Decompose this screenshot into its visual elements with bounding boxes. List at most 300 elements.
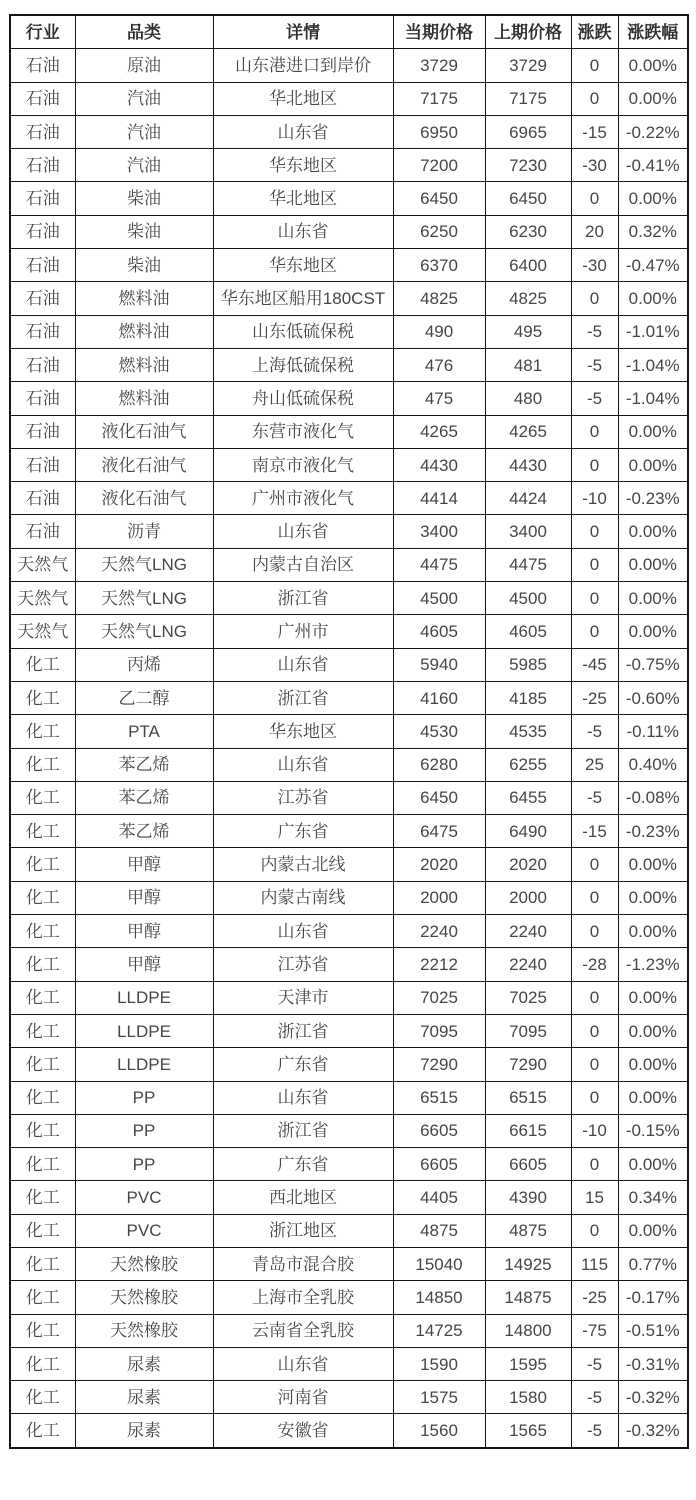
cell-previous-price: 7230 <box>485 149 571 182</box>
table-row <box>10 615 688 648</box>
cell-change-pct: -0.15% <box>618 1114 688 1147</box>
cell-change-pct: -0.41% <box>618 149 688 182</box>
cell-category: 汽油 <box>75 149 213 182</box>
cell-current-price: 1590 <box>393 1347 485 1380</box>
cell-industry: 石油 <box>10 515 75 548</box>
cell-industry: 化工 <box>10 1214 75 1247</box>
cell-detail: 山东低硫保税 <box>213 315 393 348</box>
cell-detail: 华东地区 <box>213 249 393 282</box>
cell-previous-price: 480 <box>485 382 571 415</box>
cell-current-price: 2240 <box>393 915 485 948</box>
cell-change: -30 <box>571 249 618 282</box>
cell-category: 汽油 <box>75 82 213 115</box>
cell-industry: 化工 <box>10 1014 75 1047</box>
cell-category: LLDPE <box>75 1048 213 1081</box>
cell-change: 0 <box>571 1014 618 1047</box>
table-row <box>10 848 688 881</box>
cell-industry: 天然气 <box>10 615 75 648</box>
cell-category: 丙烯 <box>75 648 213 681</box>
cell-previous-price: 6455 <box>485 781 571 814</box>
cell-industry: 石油 <box>10 215 75 248</box>
cell-change: -5 <box>571 1347 618 1380</box>
cell-change: 0 <box>571 515 618 548</box>
cell-detail: 内蒙古自治区 <box>213 548 393 581</box>
cell-current-price: 4405 <box>393 1181 485 1214</box>
cell-change: 0 <box>571 415 618 448</box>
cell-current-price: 4875 <box>393 1214 485 1247</box>
cell-previous-price: 6400 <box>485 249 571 282</box>
cell-current-price: 7095 <box>393 1014 485 1047</box>
cell-change-pct: 0.00% <box>618 915 688 948</box>
cell-detail: 浙江地区 <box>213 1214 393 1247</box>
cell-industry: 石油 <box>10 315 75 348</box>
table-row <box>10 881 688 914</box>
cell-industry: 化工 <box>10 881 75 914</box>
cell-change-pct: 0.00% <box>618 448 688 481</box>
cell-detail: 江苏省 <box>213 948 393 981</box>
cell-previous-price: 6515 <box>485 1081 571 1114</box>
cell-detail: 内蒙古北线 <box>213 848 393 881</box>
cell-category: 燃料油 <box>75 348 213 381</box>
table-row <box>10 948 688 981</box>
cell-industry: 化工 <box>10 915 75 948</box>
cell-detail: 上海市全乳胶 <box>213 1281 393 1314</box>
cell-previous-price: 2000 <box>485 881 571 914</box>
cell-current-price: 4160 <box>393 681 485 714</box>
table-row <box>10 315 688 348</box>
cell-change-pct: -0.47% <box>618 249 688 282</box>
cell-previous-price: 7290 <box>485 1048 571 1081</box>
cell-category: 燃料油 <box>75 315 213 348</box>
cell-previous-price: 6615 <box>485 1114 571 1147</box>
cell-previous-price: 2240 <box>485 948 571 981</box>
cell-current-price: 4530 <box>393 715 485 748</box>
cell-category: 甲醇 <box>75 948 213 981</box>
cell-previous-price: 495 <box>485 315 571 348</box>
cell-detail: 东营市液化气 <box>213 415 393 448</box>
cell-category: 原油 <box>75 49 213 82</box>
table-row <box>10 582 688 615</box>
header-cell-current-price: 当期价格 <box>393 15 485 49</box>
cell-change: 20 <box>571 215 618 248</box>
cell-previous-price: 4500 <box>485 582 571 615</box>
cell-current-price: 6450 <box>393 182 485 215</box>
cell-change: 0 <box>571 282 618 315</box>
cell-change-pct: 0.00% <box>618 82 688 115</box>
cell-category: 尿素 <box>75 1347 213 1380</box>
cell-current-price: 6450 <box>393 781 485 814</box>
cell-current-price: 4430 <box>393 448 485 481</box>
table-row <box>10 1214 688 1247</box>
cell-change: -15 <box>571 115 618 148</box>
table-row <box>10 681 688 714</box>
cell-category: 柴油 <box>75 215 213 248</box>
cell-industry: 化工 <box>10 1081 75 1114</box>
cell-industry: 天然气 <box>10 582 75 615</box>
cell-previous-price: 7175 <box>485 82 571 115</box>
table-row <box>10 415 688 448</box>
table-row <box>10 49 688 82</box>
cell-previous-price: 4825 <box>485 282 571 315</box>
cell-category: PVC <box>75 1181 213 1214</box>
cell-industry: 化工 <box>10 1347 75 1380</box>
cell-change-pct: -0.32% <box>618 1381 688 1414</box>
cell-detail: 华东地区 <box>213 715 393 748</box>
cell-detail: 华北地区 <box>213 182 393 215</box>
cell-previous-price: 14800 <box>485 1314 571 1347</box>
cell-category: 尿素 <box>75 1381 213 1414</box>
cell-current-price: 4605 <box>393 615 485 648</box>
cell-previous-price: 4535 <box>485 715 571 748</box>
cell-category: 天然橡胶 <box>75 1247 213 1280</box>
cell-category: LLDPE <box>75 1014 213 1047</box>
cell-category: 甲醇 <box>75 848 213 881</box>
cell-change: 0 <box>571 49 618 82</box>
cell-current-price: 2020 <box>393 848 485 881</box>
table-row <box>10 448 688 481</box>
cell-previous-price: 14875 <box>485 1281 571 1314</box>
table-row <box>10 548 688 581</box>
cell-change-pct: 0.00% <box>618 582 688 615</box>
cell-industry: 石油 <box>10 115 75 148</box>
table-row <box>10 781 688 814</box>
cell-previous-price: 4475 <box>485 548 571 581</box>
table-row <box>10 482 688 515</box>
cell-industry: 石油 <box>10 82 75 115</box>
cell-change: -45 <box>571 648 618 681</box>
cell-detail: 广东省 <box>213 815 393 848</box>
cell-change-pct: 0.00% <box>618 848 688 881</box>
cell-category: 天然气LNG <box>75 548 213 581</box>
cell-detail: 广东省 <box>213 1048 393 1081</box>
cell-category: 乙二醇 <box>75 681 213 714</box>
cell-change: -5 <box>571 781 618 814</box>
cell-industry: 化工 <box>10 1148 75 1181</box>
cell-previous-price: 6605 <box>485 1148 571 1181</box>
cell-category: 柴油 <box>75 182 213 215</box>
table-header-row <box>10 15 688 49</box>
cell-change-pct: -0.75% <box>618 648 688 681</box>
cell-change: 0 <box>571 915 618 948</box>
cell-previous-price: 1580 <box>485 1381 571 1414</box>
cell-change-pct: 0.00% <box>618 1214 688 1247</box>
cell-detail: 山东港进口到岸价 <box>213 49 393 82</box>
table-row <box>10 648 688 681</box>
cell-industry: 石油 <box>10 415 75 448</box>
cell-change: -25 <box>571 1281 618 1314</box>
cell-current-price: 5940 <box>393 648 485 681</box>
cell-current-price: 6475 <box>393 815 485 848</box>
cell-detail: 华东地区船用180CST <box>213 282 393 315</box>
cell-industry: 化工 <box>10 681 75 714</box>
cell-previous-price: 3400 <box>485 515 571 548</box>
cell-detail: 天津市 <box>213 981 393 1014</box>
cell-industry: 化工 <box>10 715 75 748</box>
cell-detail: 河南省 <box>213 1381 393 1414</box>
table-row <box>10 1081 688 1114</box>
cell-current-price: 6950 <box>393 115 485 148</box>
cell-current-price: 6250 <box>393 215 485 248</box>
cell-change-pct: 0.00% <box>618 415 688 448</box>
cell-change-pct: 0.00% <box>618 49 688 82</box>
table-row <box>10 815 688 848</box>
cell-current-price: 2000 <box>393 881 485 914</box>
cell-change-pct: -1.04% <box>618 382 688 415</box>
cell-category: 柴油 <box>75 249 213 282</box>
cell-current-price: 476 <box>393 348 485 381</box>
cell-change-pct: 0.77% <box>618 1247 688 1280</box>
cell-current-price: 1560 <box>393 1414 485 1448</box>
cell-previous-price: 6450 <box>485 182 571 215</box>
cell-category: 苯乙烯 <box>75 748 213 781</box>
cell-category: 天然气LNG <box>75 582 213 615</box>
cell-previous-price: 4605 <box>485 615 571 648</box>
cell-detail: 山东省 <box>213 1347 393 1380</box>
table-row <box>10 915 688 948</box>
cell-previous-price: 4424 <box>485 482 571 515</box>
cell-change-pct: -0.17% <box>618 1281 688 1314</box>
cell-change-pct: -0.11% <box>618 715 688 748</box>
cell-previous-price: 7025 <box>485 981 571 1014</box>
cell-previous-price: 4185 <box>485 681 571 714</box>
cell-category: 尿素 <box>75 1414 213 1448</box>
cell-industry: 化工 <box>10 1281 75 1314</box>
cell-current-price: 15040 <box>393 1247 485 1280</box>
cell-detail: 山东省 <box>213 215 393 248</box>
cell-previous-price: 6230 <box>485 215 571 248</box>
cell-category: PP <box>75 1114 213 1147</box>
table-row <box>10 115 688 148</box>
cell-industry: 天然气 <box>10 548 75 581</box>
cell-detail: 青岛市混合胶 <box>213 1247 393 1280</box>
cell-previous-price: 4875 <box>485 1214 571 1247</box>
cell-industry: 石油 <box>10 182 75 215</box>
header-cell-previous-price: 上期价格 <box>485 15 571 49</box>
cell-change: -10 <box>571 1114 618 1147</box>
cell-current-price: 7175 <box>393 82 485 115</box>
cell-current-price: 7025 <box>393 981 485 1014</box>
cell-industry: 石油 <box>10 482 75 515</box>
cell-current-price: 6605 <box>393 1114 485 1147</box>
table-row <box>10 82 688 115</box>
cell-category: 燃料油 <box>75 382 213 415</box>
cell-category: PTA <box>75 715 213 748</box>
cell-change: 0 <box>571 448 618 481</box>
cell-category: PP <box>75 1148 213 1181</box>
cell-change: 0 <box>571 881 618 914</box>
table-row <box>10 1414 688 1448</box>
table-body <box>10 49 688 1448</box>
cell-previous-price: 2020 <box>485 848 571 881</box>
cell-industry: 石油 <box>10 249 75 282</box>
cell-detail: 安徽省 <box>213 1414 393 1448</box>
cell-current-price: 4414 <box>393 482 485 515</box>
cell-detail: 西北地区 <box>213 1181 393 1214</box>
cell-change: 0 <box>571 82 618 115</box>
cell-change: -10 <box>571 482 618 515</box>
table-row <box>10 748 688 781</box>
cell-change-pct: 0.00% <box>618 1048 688 1081</box>
cell-change-pct: 0.00% <box>618 182 688 215</box>
cell-previous-price: 6490 <box>485 815 571 848</box>
cell-change-pct: 0.00% <box>618 515 688 548</box>
cell-change: 0 <box>571 848 618 881</box>
table-row <box>10 1181 688 1214</box>
cell-change: -5 <box>571 1414 618 1448</box>
table-row <box>10 715 688 748</box>
cell-category: 天然气LNG <box>75 615 213 648</box>
cell-industry: 化工 <box>10 1114 75 1147</box>
cell-previous-price: 1595 <box>485 1347 571 1380</box>
cell-change: -75 <box>571 1314 618 1347</box>
cell-current-price: 2212 <box>393 948 485 981</box>
cell-previous-price: 1565 <box>485 1414 571 1448</box>
cell-industry: 化工 <box>10 1247 75 1280</box>
cell-change: 0 <box>571 615 618 648</box>
table-row <box>10 1114 688 1147</box>
cell-change: 0 <box>571 182 618 215</box>
table-row <box>10 1014 688 1047</box>
cell-change: 0 <box>571 981 618 1014</box>
cell-change: -5 <box>571 315 618 348</box>
cell-detail: 江苏省 <box>213 781 393 814</box>
cell-detail: 云南省全乳胶 <box>213 1314 393 1347</box>
cell-detail: 山东省 <box>213 748 393 781</box>
cell-change-pct: 0.00% <box>618 981 688 1014</box>
cell-category: 苯乙烯 <box>75 781 213 814</box>
cell-current-price: 6280 <box>393 748 485 781</box>
cell-detail: 山东省 <box>213 115 393 148</box>
cell-current-price: 4500 <box>393 582 485 615</box>
header-cell-detail: 详情 <box>213 15 393 49</box>
cell-change-pct: -0.23% <box>618 815 688 848</box>
cell-detail: 内蒙古南线 <box>213 881 393 914</box>
header-cell-industry: 行业 <box>10 15 75 49</box>
table-row <box>10 1048 688 1081</box>
table-row <box>10 515 688 548</box>
cell-change: 0 <box>571 1148 618 1181</box>
cell-detail: 山东省 <box>213 648 393 681</box>
cell-current-price: 6515 <box>393 1081 485 1114</box>
cell-detail: 山东省 <box>213 1081 393 1114</box>
cell-category: PP <box>75 1081 213 1114</box>
cell-change: 25 <box>571 748 618 781</box>
cell-change: 0 <box>571 1214 618 1247</box>
table-row <box>10 1314 688 1347</box>
cell-previous-price: 481 <box>485 348 571 381</box>
header-cell-change-pct: 涨跌幅 <box>618 15 688 49</box>
cell-change: 115 <box>571 1247 618 1280</box>
cell-current-price: 4475 <box>393 548 485 581</box>
cell-detail: 南京市液化气 <box>213 448 393 481</box>
cell-change-pct: 0.00% <box>618 548 688 581</box>
cell-industry: 化工 <box>10 1048 75 1081</box>
table-row <box>10 1281 688 1314</box>
cell-change: -25 <box>571 681 618 714</box>
cell-detail: 浙江省 <box>213 1114 393 1147</box>
table-row <box>10 1247 688 1280</box>
cell-industry: 化工 <box>10 1314 75 1347</box>
cell-current-price: 6605 <box>393 1148 485 1181</box>
table-row <box>10 1148 688 1181</box>
cell-current-price: 7290 <box>393 1048 485 1081</box>
cell-change-pct: 0.00% <box>618 1148 688 1181</box>
cell-category: 甲醇 <box>75 881 213 914</box>
cell-industry: 化工 <box>10 848 75 881</box>
cell-change-pct: 0.40% <box>618 748 688 781</box>
cell-detail: 上海低硫保税 <box>213 348 393 381</box>
cell-previous-price: 6965 <box>485 115 571 148</box>
cell-current-price: 14850 <box>393 1281 485 1314</box>
commodity-price-table <box>9 14 689 1449</box>
cell-previous-price: 4430 <box>485 448 571 481</box>
table-row <box>10 1381 688 1414</box>
cell-change: -5 <box>571 1381 618 1414</box>
table-row <box>10 382 688 415</box>
cell-detail: 华东地区 <box>213 149 393 182</box>
cell-previous-price: 6255 <box>485 748 571 781</box>
cell-change: -5 <box>571 382 618 415</box>
cell-industry: 石油 <box>10 448 75 481</box>
cell-change-pct: -0.32% <box>618 1414 688 1448</box>
cell-change-pct: -0.31% <box>618 1347 688 1380</box>
cell-category: 液化石油气 <box>75 482 213 515</box>
cell-current-price: 7200 <box>393 149 485 182</box>
cell-category: 沥青 <box>75 515 213 548</box>
cell-change: 15 <box>571 1181 618 1214</box>
cell-industry: 石油 <box>10 348 75 381</box>
cell-industry: 化工 <box>10 1181 75 1214</box>
cell-previous-price: 7095 <box>485 1014 571 1047</box>
cell-change: -5 <box>571 715 618 748</box>
cell-industry: 化工 <box>10 781 75 814</box>
cell-current-price: 3729 <box>393 49 485 82</box>
cell-change-pct: 0.00% <box>618 1014 688 1047</box>
cell-change-pct: 0.00% <box>618 881 688 914</box>
cell-current-price: 14725 <box>393 1314 485 1347</box>
cell-change-pct: -0.51% <box>618 1314 688 1347</box>
cell-industry: 石油 <box>10 149 75 182</box>
cell-industry: 化工 <box>10 1381 75 1414</box>
cell-detail: 广东省 <box>213 1148 393 1181</box>
cell-detail: 山东省 <box>213 915 393 948</box>
cell-category: 天然橡胶 <box>75 1281 213 1314</box>
cell-category: 液化石油气 <box>75 415 213 448</box>
cell-change-pct: 0.00% <box>618 615 688 648</box>
cell-change-pct: -0.08% <box>618 781 688 814</box>
cell-industry: 石油 <box>10 282 75 315</box>
cell-change: 0 <box>571 1048 618 1081</box>
cell-detail: 山东省 <box>213 515 393 548</box>
cell-previous-price: 3729 <box>485 49 571 82</box>
header-cell-category: 品类 <box>75 15 213 49</box>
cell-industry: 石油 <box>10 49 75 82</box>
cell-change-pct: -1.04% <box>618 348 688 381</box>
cell-change-pct: 0.00% <box>618 1081 688 1114</box>
cell-category: 燃料油 <box>75 282 213 315</box>
cell-current-price: 4265 <box>393 415 485 448</box>
cell-change: 0 <box>571 582 618 615</box>
table-row <box>10 182 688 215</box>
cell-change: -30 <box>571 149 618 182</box>
cell-detail: 浙江省 <box>213 582 393 615</box>
cell-change-pct: 0.32% <box>618 215 688 248</box>
cell-detail: 广州市 <box>213 615 393 648</box>
table-row <box>10 215 688 248</box>
table-header <box>10 15 688 49</box>
header-cell-change: 涨跌 <box>571 15 618 49</box>
table-row <box>10 149 688 182</box>
